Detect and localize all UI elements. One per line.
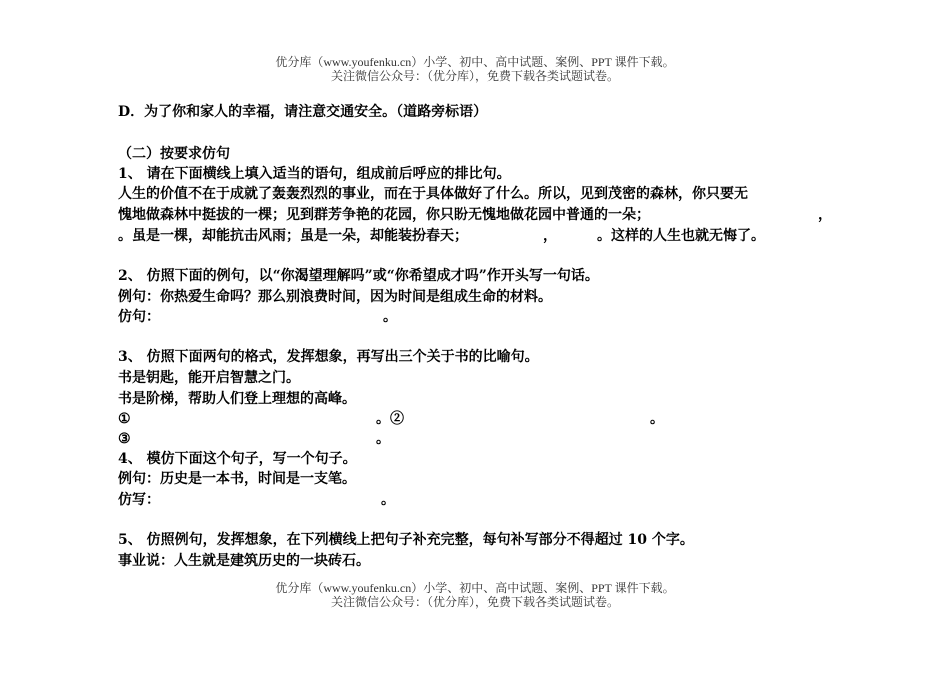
q5-example: 事业说：人生就是建筑历史的一块砖石。	[118, 553, 370, 569]
q2-imitate-label: 仿句：	[118, 309, 160, 325]
q1-text-line-1: 人生的价值不在于成就了轰轰烈烈的事业，而在于具体做好了什么。所以，见到茂密的森林，你只要无	[118, 186, 748, 202]
q2-blank-end: 。	[383, 309, 397, 325]
q3-number-2: 。②	[376, 411, 404, 427]
q3-sentence-1: 书是钥匙，能开启智慧之门。	[118, 370, 300, 386]
q1-blank-2-end: ，	[543, 228, 557, 244]
q1-text-line-3: 。虽是一棵，却能抗击风雨；虽是一朵，却能装扮春天；	[118, 228, 468, 244]
q5-stem: 5、 仿照例句，发挥想象，在下列横线上把句子补充完整，每句补写部分不得超过 10 个字。	[118, 532, 694, 548]
q4-example: 例句：历史是一本书，时间是一支笔。	[118, 471, 356, 487]
page-footer-line-1: 优分库（www.youfenku.cn）小学、初中、高中试题、案例、PPT 课件下载。	[275, 581, 675, 595]
q2-stem: 2、 仿照下面的例句，以“你渴望理解吗”或“你希望成才吗”作开头写一句话。	[118, 268, 599, 284]
option-d: D．为了你和家人的幸福，请注意交通安全。（道路旁标语）	[118, 104, 488, 120]
section-title: （二）按要求仿句	[118, 146, 230, 162]
q3-sentence-2: 书是阶梯，帮助人们登上理想的高峰。	[118, 391, 356, 407]
q3-number-3: ③	[118, 431, 131, 447]
q1-text-line-3-tail: 。这样的人生也就无悔了。	[597, 228, 765, 244]
q4-stem: 4、 模仿下面这个句子，写一个句子。	[118, 451, 357, 467]
q4-imitate-label: 仿写：	[118, 492, 160, 508]
q4-blank-end: 。	[381, 492, 395, 508]
q3-blank-3-end: 。	[376, 431, 390, 447]
q3-number-1: ①	[118, 411, 131, 427]
q1-text-line-2: 愧地做森林中挺拔的一棵；见到群芳争艳的花园，你只盼无愧地做花园中普通的一朵；	[118, 207, 650, 223]
page-footer-line-2: 关注微信公众号：（优分库），免费下载各类试题试卷。	[330, 595, 619, 609]
page-header-line-1: 优分库（www.youfenku.cn）小学、初中、高中试题、案例、PPT 课件下载。	[275, 55, 675, 69]
q1-stem: 1、 请在下面横线上填入适当的语句，组成前后呼应的排比句。	[118, 166, 511, 182]
page-header-line-2: 关注微信公众号：（优分库），免费下载各类试题试卷。	[330, 69, 619, 83]
q1-blank-1-end: ，	[818, 207, 832, 223]
q2-example: 例句：你热爱生命吗？那么别浪费时间，因为时间是组成生命的材料。	[118, 289, 552, 305]
q3-stem: 3、 仿照下面两句的格式，发挥想象，再写出三个关于书的比喻句。	[118, 349, 539, 365]
q3-blank-2-end: 。	[650, 411, 664, 427]
